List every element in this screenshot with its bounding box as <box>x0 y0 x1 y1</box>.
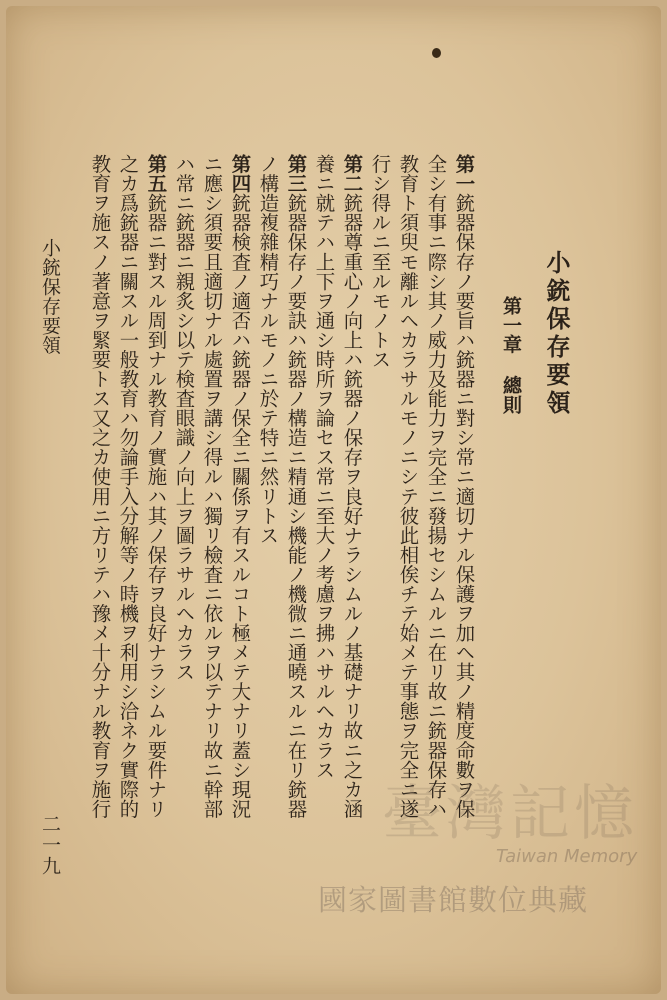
article-3-label: 第三 <box>284 154 308 194</box>
watermark-main: 臺灣記憶 <box>382 779 638 849</box>
article-4-line-1: 第四銃器検査ノ適否ハ銃器ノ保全ニ關係ヲ有スルコト極メテ大ナリ蓋シ現況 <box>228 154 252 819</box>
ink-spot <box>432 48 441 58</box>
article-5-line-3: 教育ヲ施スノ著意ヲ緊要トス又之カ使用ニ方リテハ豫メ十分ナル教育ヲ施行 <box>88 154 112 819</box>
article-4-line-2: ニ應シ須要且適切ナル處置ヲ講シ得ルハ獨リ檢査ニ依ルヲ以テナリ故ニ幹部 <box>200 154 224 819</box>
article-2-line-2: 養ニ就テハ上下ヲ通シ時所ヲ論セス常ニ至大ノ考慮ヲ拂ハサルヘカラス <box>312 154 336 780</box>
article-4-label: 第四 <box>228 154 252 194</box>
article-3-line-2: ノ構造複雜精巧ナルモノニ於テ特ニ然リトス <box>256 154 280 545</box>
chapter-heading <box>501 296 520 414</box>
watermark-institution: 國家圖書館數位典藏 <box>318 883 589 917</box>
article-1-label: 第一 <box>452 154 476 194</box>
article-2-line-1: 第二銃器尊重心ノ向上ハ銃器ノ保存ヲ良好ナラシムルノ基礎ナリ故ニ之カ涵 <box>340 154 364 819</box>
chapter-name: 總則 <box>500 375 522 414</box>
page-title: 小銃保存要領 <box>542 250 571 418</box>
running-title: 小銃保存要領 <box>39 238 61 355</box>
watermark-sub: Taiwan Memory <box>496 846 638 867</box>
article-4-line-3: ハ常ニ銃器ニ親炙シ以テ検査眼識ノ向上ヲ圖ラサルヘカラス <box>172 154 196 682</box>
article-1-line-4: 行シ得ルニ至ルモノトス <box>368 154 392 369</box>
page-number: 二一九 <box>39 814 61 877</box>
chapter-number: 第一章 <box>500 296 522 354</box>
book-page <box>6 6 661 994</box>
article-3-line-1: 第三銃器保存ノ要訣ハ銃器ノ構造ニ精通シ機能ノ機微ニ通曉スルニ在リ銃器 <box>284 154 308 819</box>
article-5-line-2: 之カ爲銃器ニ關スル一般教育ハ勿論手入分解等ノ時機ヲ利用シ洽ネク實際的 <box>116 154 140 819</box>
article-1-line-3: 教育ト須臾モ離ルヘカラサルモノニシテ彼此相俟チテ始メテ事態ヲ完全ニ遂 <box>396 154 420 819</box>
article-5-label: 第五 <box>144 154 168 194</box>
article-1-line-2: 全シ有事ニ際シ其ノ威力及能力ヲ完全ニ發揚セシムルニ在リ故ニ銃器保存ハ <box>424 154 448 819</box>
article-1-line-1: 第一銃器保存ノ要旨ハ銃器ニ對シ常ニ適切ナル保護ヲ加ヘ其ノ精度命數ヲ保 <box>452 154 476 819</box>
article-5-line-1: 第五銃器ニ對スル周到ナル教育ノ實施ハ其ノ保存ヲ良好ナラシムル要件ナリ <box>144 154 168 819</box>
article-2-label: 第二 <box>340 154 364 194</box>
